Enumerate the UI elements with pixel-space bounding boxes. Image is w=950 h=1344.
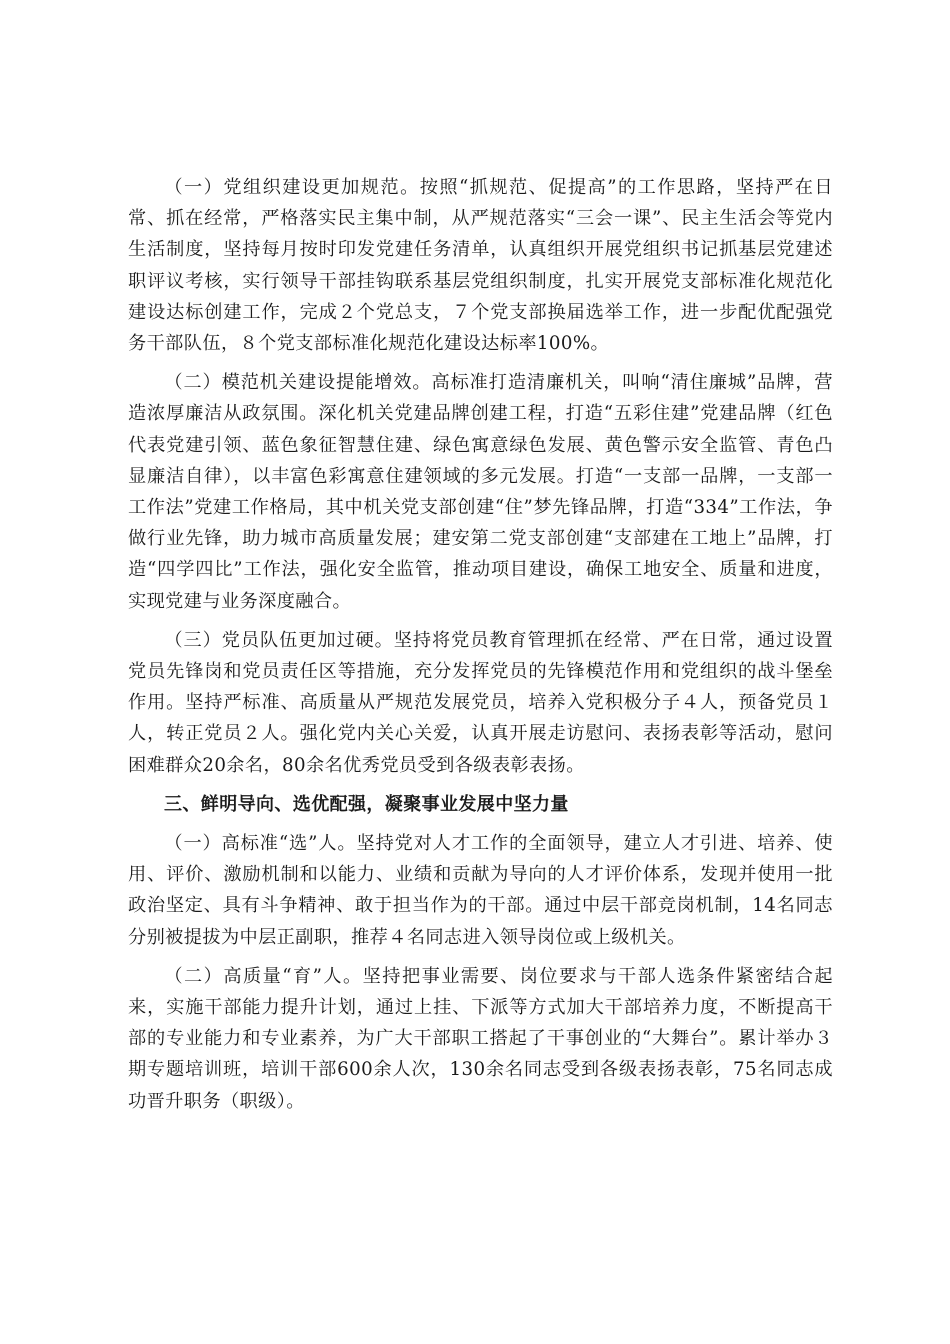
- paragraph-cultivate-talent: （二）高质量“育”人。坚持把事业需要、岗位要求与干部人选条件紧密结合起来，实施干部能力提升计划，通过上挂、下派等方式加大干部培养力度，不断提高干部的专业能力和专业素养，为广大干部职工搭起了干事创业的“大舞台”。累计举办３期专题培训班，培训干部600余人次，130余名同志受到各级表扬表彰，75名同志成功晋升职务（职级）。: [128, 965, 833, 1112]
- document-page: [128, 172, 833, 1125]
- section-heading: 三、鲜明导向、选优配强，凝聚事业发展中坚力量: [164, 793, 569, 815]
- paragraph-party-members: （三）党员队伍更加过硬。坚持将党员教育管理抓在经常、严在日常，通过设置党员先锋岗和党员责任区等措施，充分发挥党员的先锋模范作用和党组织的战斗堡垒作用。坚持严标准、高质量从严规范发展党员，培养入党积极分子４人，预备党员１人，转正党员２人。强化党内关心关爱，认真开展走访慰问、表扬表彰等活动，慰问困难群众20余名，80余名优秀党员受到各级表彰表扬。: [128, 629, 833, 776]
- paragraph-select-talent: （一）高标准“选”人。坚持党对人才工作的全面领导，建立人才引进、培养、使用、评价、激励机制和以能力、业绩和贡献为导向的人才评价体系，发现并使用一批政治坚定、具有斗争精神、敢于担当作为的干部。通过中层干部竞岗机制，14名同志分别被提拔为中层正副职，推荐４名同志进入领导岗位或上级机关。: [128, 833, 833, 948]
- paragraph-model-agency: （二）模范机关建设提能增效。高标准打造清廉机关，叫响“清住廉城”品牌，营造浓厚廉洁从政氛围。深化机关党建品牌创建工程，打造“五彩住建”党建品牌（红色代表党建引领、蓝色象征智慧住建、绿色寓意绿色发展、黄色警示安全监管、青色凸显廉洁自律），以丰富色彩寓意住建领域的多元发展。打造“一支部一品牌，一支部一工作法”党建工作格局，其中机关党支部创建“住”梦先锋品牌，打造“334”工作法，争做行业先锋，助力城市高质量发展；建安第二党支部创建“支部建在工地上”品牌，打造“四学四比”工作法，强化安全监管，推动项目建设，确保工地安全、质量和进度，实现党建与业务深度融合。: [128, 372, 833, 612]
- paragraph-party-organization: （一）党组织建设更加规范。按照“抓规范、促提高”的工作思路，坚持严在日常、抓在经常，严格落实民主集中制，从严规范落实“三会一课”、民主生活会等党内生活制度，坚持每月按时印发党建任务清单，认真组织开展党组织书记抓基层党建述职评议考核，实行领导干部挂钩联系基层党组织制度，扎实开展党支部标准化规范化建设达标创建工作，完成２个党总支，７个党支部换届选举工作，进一步配优配强党务干部队伍，８个党支部标准化规范化建设达标率100%。: [128, 177, 833, 355]
